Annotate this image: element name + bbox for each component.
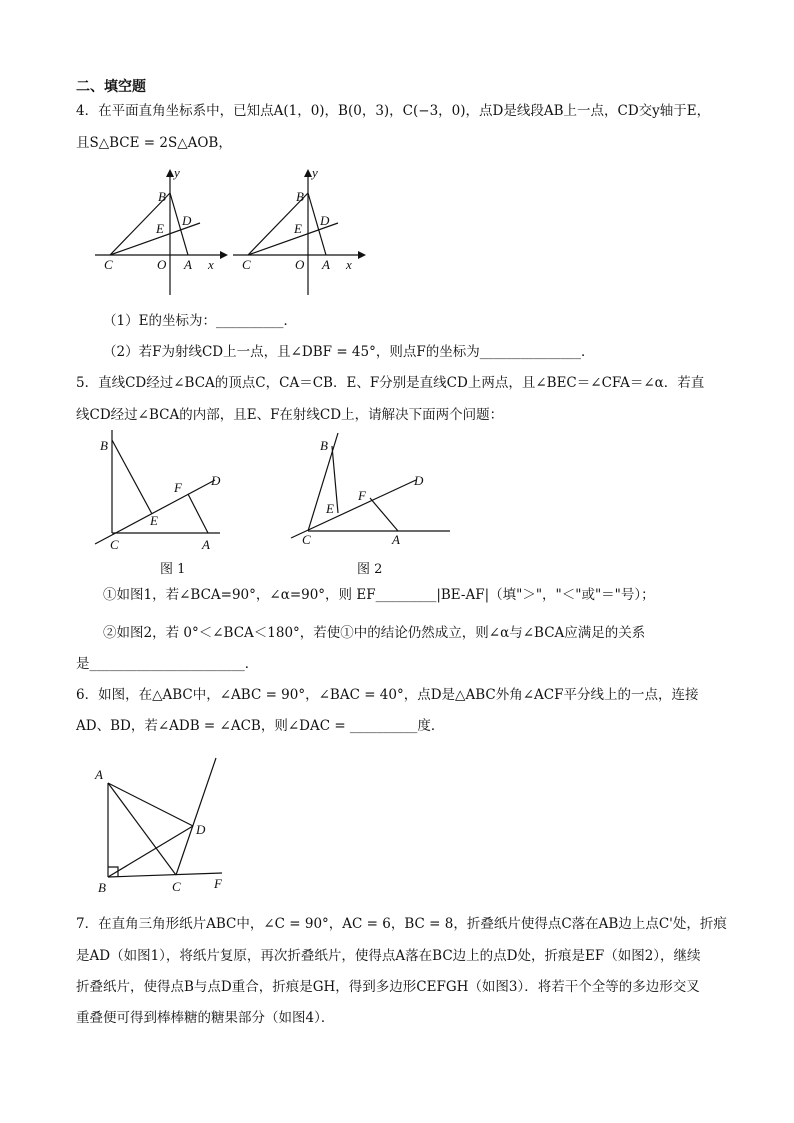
q4-sub2: （2）若F为射线CD上一点，且∠DBF = 45°，则点F的坐标为_______________．: [103, 344, 595, 360]
label-x: x: [208, 257, 214, 272]
label-E: E: [156, 221, 164, 236]
label-B: B: [296, 189, 304, 204]
label-D: D: [211, 473, 221, 488]
label-y: y: [312, 165, 318, 180]
q4-stem-line1: 4．在平面直角坐标系中，已知点A(1，0)，B(0，3)，C(−3，0)，点D是线段AB上一点，CD交y轴于E，: [76, 103, 711, 119]
q6-figure: [92, 755, 242, 895]
label-E: E: [150, 513, 158, 528]
label-B: B: [320, 438, 328, 453]
label-F: F: [214, 876, 222, 891]
q6-stem-line1: 6．如图，在△ABC中，∠ABC = 90°，∠BAC = 40°，点D是△ABC外角∠ACF平分线上的一点，连接: [76, 687, 699, 703]
label-O: O: [295, 257, 305, 272]
q7-stem-line2: 是AD（如图1），将纸片复原，再次折叠纸片，使得点A落在BC边上的点D处，折痕是EF（如图2），继续: [76, 948, 701, 964]
q5-sub2-cont: 是_______________________．: [76, 656, 259, 672]
label-C: C: [242, 257, 251, 272]
label-C: C: [302, 532, 311, 547]
q4-figure-1: [90, 165, 230, 300]
label-O: O: [157, 257, 167, 272]
q5-caption-2: 图 2: [357, 562, 383, 577]
label-A: A: [392, 532, 400, 547]
q4-sub1: （1）E的坐标为：__________．: [103, 313, 297, 329]
label-B: B: [100, 438, 108, 453]
section-title: 二、填空题: [76, 79, 146, 95]
label-C: C: [104, 257, 113, 272]
q7-stem-line1: 7．在直角三角形纸片ABC中，∠C = 90°，AC = 6，BC = 8，折叠纸片使得点C落在AB边上点C'处，折痕: [76, 916, 727, 932]
q7-stem-line3: 折叠纸片，使得点B与点D重合，折痕是GH，得到多边形CEFGH（如图3）．将若干个全等的多边形交叉: [76, 979, 700, 995]
label-y: y: [174, 165, 180, 180]
q5-sub1: ①如图1，若∠BCA=90°，∠α=90°，则 EF_________|BE-AF|（填"＞"，"＜"或"＝"号）；: [103, 587, 655, 603]
label-A: A: [202, 537, 210, 552]
q4-stem-line2: 且S△BCE = 2S△AOB，: [76, 135, 232, 151]
q7-stem-line4: 重叠便可得到棒棒糖的糖果部分（如图4）．: [76, 1010, 335, 1026]
label-E: E: [326, 501, 334, 516]
label-A: A: [322, 257, 330, 272]
label-D: D: [320, 213, 330, 228]
label-B: B: [158, 189, 166, 204]
label-A: A: [95, 767, 103, 782]
label-E: E: [294, 221, 302, 236]
q4-figure-2: [228, 165, 368, 300]
q6-stem-line2: AD、BD，若∠ADB = ∠ACB，则∠DAC = __________度．: [76, 718, 445, 734]
label-C: C: [172, 879, 181, 894]
label-C: C: [110, 537, 119, 552]
label-F: F: [174, 480, 182, 495]
label-D: D: [182, 213, 192, 228]
q5-caption-1: 图 1: [160, 562, 186, 577]
label-F: F: [358, 488, 366, 503]
label-D: D: [196, 822, 206, 837]
label-D: D: [414, 473, 424, 488]
label-B: B: [98, 880, 106, 895]
q5-figure-2: [288, 428, 458, 553]
label-x: x: [346, 257, 352, 272]
q5-figure-1: [90, 428, 230, 553]
q5-stem-line2: 线CD经过∠BCA的内部，且E、F在射线CD上，请解决下面两个问题：: [76, 407, 504, 423]
q5-sub2: ②如图2，若 0°＜∠BCA＜180°，若使①中的结论仍然成立，则∠α与∠BCA应满足的关系: [103, 625, 646, 641]
label-A: A: [184, 257, 192, 272]
q5-stem-line1: 5．直线CD经过∠BCA的顶点C，CA＝CB．E、F分别是直线CD上两点，且∠BEC＝∠CFA＝∠α．若直: [76, 375, 705, 391]
